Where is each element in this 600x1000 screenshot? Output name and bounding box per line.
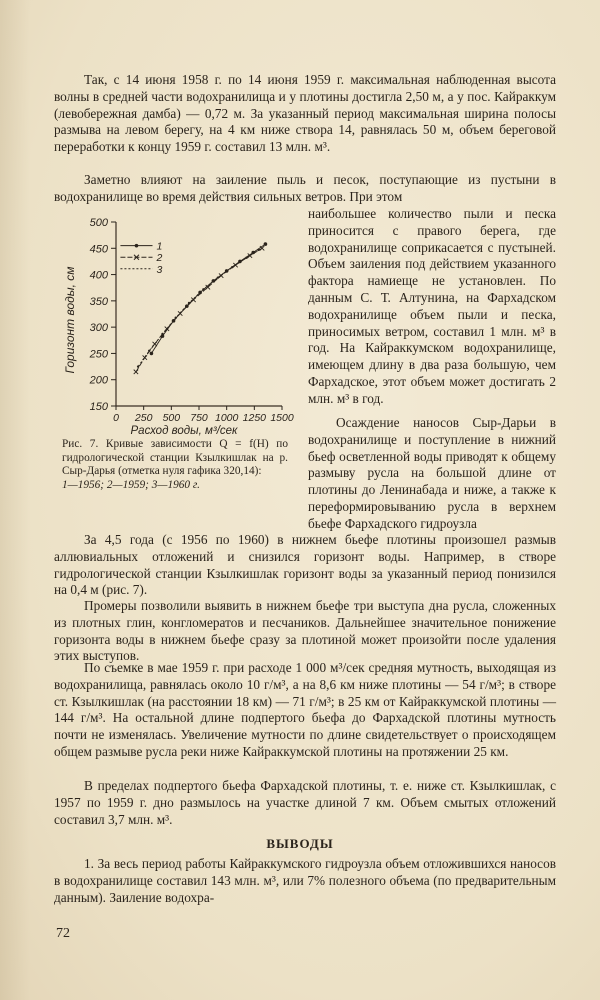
series-3-point: [258, 249, 260, 251]
x-tick-label: 500: [162, 412, 181, 424]
x-tick-label: 1250: [242, 412, 267, 424]
series-3-point: [188, 302, 190, 304]
x-tick-label: 250: [134, 412, 153, 424]
legend-label-3: 3: [156, 263, 163, 276]
series-3-point: [217, 277, 219, 279]
y-tick-label: 450: [89, 243, 108, 256]
series-2-curve: [136, 248, 262, 372]
caption-text: Рис. 7. Кривые зависимости Q = f(H) по гидрологической станции Кзылкишлак на р. Сыр-Дарья (отметка нуля гафика 320,14):: [62, 438, 288, 477]
series-3-point: [137, 365, 139, 367]
x-tick-label: 750: [190, 412, 208, 424]
paragraph-conclusion-1: 1. За весь период работы Кайраккумского гидроузла объем отложившихся наносов в водохранилище составил 143 млн. м³, или 7% полезного объема (по предварительным данным). Заиление водохра-: [54, 856, 556, 905]
figure-caption: [62, 438, 288, 492]
legend-label-2: 2: [156, 252, 163, 265]
side-paragraph-sediment: Осаждение наносов Сыр-Дарьи в водохранилище и поступление в нижний бьеф осветленной воды приводят к общему размыву русла на большой длине от плотины до Ленинабада и ниже, а также к переформировыванию русла в верхнем бьефе Фархадского гидроузла: [308, 415, 556, 531]
series-1-curve: [151, 244, 265, 353]
series-3-point: [245, 257, 247, 259]
x-tick-label: 1000: [214, 412, 239, 424]
series-3-point: [202, 288, 204, 290]
series-1-point: [150, 352, 154, 356]
y-tick-label: 200: [89, 374, 108, 387]
caption-legend-line: 1—1956; 2—1959; 3—1960 г.: [62, 478, 200, 491]
chart-svg: [54, 210, 298, 436]
figure-7-chart: [54, 210, 298, 436]
y-axis-label: Горизонт воды, см: [63, 266, 77, 374]
series-1-point: [264, 242, 268, 246]
legend-label-1: 1: [156, 240, 163, 253]
series-3-point: [148, 350, 150, 352]
paragraph-wave-height: Так, с 14 июня 1958 г. по 14 июня 1959 г. максимальная наблюденная высота волны в средней части водохранилища и у плотины достигла 2,50 м, а у пос. Кайраккум (левобережная дамба) — 0,72 м. За указанный период максимальная ширина полосы размыва на левом берегу, на 4 км ниже створа 14, равнялась 50 м, объем береговой переработки к концу 1959 г. составил 13 млн. м³.: [54, 72, 556, 155]
series-2-point: [134, 370, 138, 374]
y-tick-label: 300: [89, 322, 108, 335]
y-tick-label: 150: [89, 401, 108, 413]
side-paragraph-dust-volume: наибольшее количество пыли и песка приносится с правого берега, где водохранилище соприкасается с пустыней. Объем заиления под действием указанного фактора намиеще не установлен. По данным С. Т. Алтунина, на Фархадском водохранилище объем пыли и песка, приносимых ветром, составил 1 млн. м³ в год. На Кайраккумском водохранилище, имеющем длину в два раза большую, чем Фархадское, этот объем может достигать 2 млн. м³ в год.: [308, 206, 556, 406]
paragraph-erosion: За 4,5 года (с 1956 по 1960) в нижнем бьефе плотины произошел размыв аллювиальных отложений и снизился горизонт воды. Например, в створе гидрологической станции Кзылкишлак горизонт воды за указанный период понизился на 0,4 м (рис. 7).: [54, 532, 556, 598]
y-tick-label: 400: [89, 269, 108, 282]
x-tick-label: 1500: [270, 412, 294, 424]
section-heading: ВЫВОДЫ: [266, 836, 334, 851]
series-3-point: [161, 333, 163, 335]
paragraph-dust-sand: Заметно влияют на заиление пыль и песок, поступающие из пустыни в водохранилище во время действия сильных ветров. При этом: [54, 172, 556, 204]
paragraph-backwater: В пределах подпертого бьефа Фархадской плотины, т. е. ниже ст. Кзылкишлак, с 1957 по 1959 г. дно размылось на участке длиной 7 км. Объем смытых отложений составил 3,7 млн. м³.: [54, 778, 556, 827]
y-tick-label: 500: [89, 217, 108, 229]
legend-marker-1: [135, 244, 139, 248]
series-3-point: [231, 266, 233, 268]
paragraph-soundings: Промеры позволили выявить в нижнем бьефе три выступа дна русла, сложенных из плотных глин, конгломератов и песчаников. Дальнейшее значительное понижение горизонта воды в нижнем бьефе сразу за плотиной может произойти после удаления этих выступов.: [54, 598, 556, 664]
page-number: 72: [56, 926, 70, 941]
x-tick-label: 0: [113, 412, 119, 424]
y-tick-label: 350: [89, 295, 108, 308]
paragraph-turbidity: По съемке в мае 1959 г. при расходе 1 000 м³/сек средняя мутность, выходящая из водохранилища, равнялась около 10 г/м³, а на 8,6 км ниже плотины — 54 г/м³; в створе ст. Кзылкишлак (на расстоянии 18 км) — 71 г/м³; в 25 км от Кайраккумской плотины — 144 г/м³. На остальной длине подпертого бьефа до Фархадской плотины мутность почти не изменялась. Увеличение мутности по длине свидетельствует о происходящем общем размыве русла реки ниже Кайраккумской плотины на протяжении 25 км.: [54, 660, 556, 759]
x-axis-label: Расход воды, м³/сек: [130, 425, 238, 436]
y-tick-label: 250: [89, 348, 108, 361]
series-3-point: [175, 316, 177, 318]
